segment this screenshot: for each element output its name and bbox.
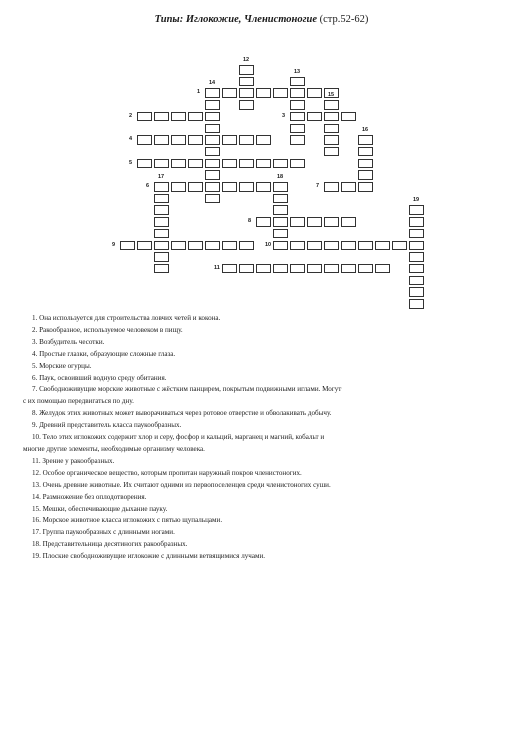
- crossword-cell[interactable]: [154, 205, 169, 215]
- clue-number-label: 1: [197, 89, 201, 96]
- crossword-cell[interactable]: [290, 124, 305, 134]
- crossword-cell[interactable]: [154, 112, 169, 122]
- crossword-cell[interactable]: [154, 241, 169, 251]
- crossword-cell[interactable]: [239, 65, 254, 75]
- crossword-cell[interactable]: [239, 264, 254, 274]
- crossword-cell[interactable]: [307, 264, 322, 274]
- crossword-cell[interactable]: [154, 182, 169, 192]
- clue-item: многие другие элементы, необходимые организму человека.: [23, 444, 205, 453]
- clue-number-label: 15: [328, 92, 335, 99]
- clue-number-label: 6: [146, 183, 150, 189]
- crossword-cell[interactable]: [273, 182, 288, 192]
- clue-number-label: 19: [413, 197, 420, 204]
- crossword-cell[interactable]: [307, 88, 322, 98]
- crossword-cell[interactable]: [154, 252, 169, 262]
- crossword-cell[interactable]: [256, 217, 271, 227]
- crossword-cell[interactable]: [307, 112, 322, 122]
- crossword-cell[interactable]: [137, 159, 152, 169]
- crossword-cell[interactable]: [341, 217, 356, 227]
- crossword-cell[interactable]: [137, 112, 152, 122]
- crossword-cell[interactable]: [290, 241, 305, 251]
- crossword-cell[interactable]: [358, 147, 373, 157]
- crossword-cell[interactable]: [341, 241, 356, 251]
- clue-number-label: 7: [316, 183, 320, 189]
- clue-number-label: 17: [158, 174, 165, 180]
- crossword-cell[interactable]: [154, 229, 169, 239]
- crossword-cell[interactable]: [154, 217, 169, 227]
- crossword-cell[interactable]: [290, 100, 305, 110]
- clue-number-label: 12: [243, 57, 250, 63]
- crossword-cell[interactable]: [120, 241, 135, 251]
- crossword-cell[interactable]: [222, 135, 237, 145]
- crossword-cell[interactable]: [409, 287, 424, 297]
- crossword-cell[interactable]: [205, 135, 220, 145]
- crossword-cell[interactable]: [341, 182, 356, 192]
- crossword-cell[interactable]: [358, 170, 373, 180]
- crossword-cell[interactable]: [239, 159, 254, 169]
- clue-item: 11. Зрение у ракообразных.: [32, 456, 115, 465]
- crossword-cell[interactable]: [307, 217, 322, 227]
- crossword-cell[interactable]: [154, 194, 169, 204]
- crossword-cell[interactable]: [239, 100, 254, 110]
- crossword-cell[interactable]: [171, 182, 186, 192]
- crossword-cell[interactable]: [222, 88, 237, 98]
- clue-item: 2. Ракообразное, используемое человеком в пищу.: [32, 325, 183, 334]
- clue-item: 13. Очень древние животные. Их считают одними из первопоселенцев среди членистоногих суши.: [32, 480, 331, 489]
- crossword-cell[interactable]: [324, 241, 339, 251]
- crossword-cell[interactable]: [273, 159, 288, 169]
- crossword-cell[interactable]: [188, 159, 203, 169]
- crossword-cell[interactable]: [171, 241, 186, 251]
- crossword-cell[interactable]: [188, 241, 203, 251]
- clue-item: 9. Древний представитель класса паукообразных.: [32, 421, 182, 430]
- clue-item: 5. Морские огурцы.: [32, 361, 92, 370]
- crossword-cell[interactable]: [154, 135, 169, 145]
- clue-number-label: 2: [129, 112, 133, 119]
- crossword-cell[interactable]: [239, 241, 254, 251]
- crossword-cell[interactable]: [290, 135, 305, 145]
- crossword-cell[interactable]: [205, 147, 220, 157]
- crossword-cell[interactable]: [256, 159, 271, 169]
- crossword-cell[interactable]: [290, 159, 305, 169]
- crossword-cell[interactable]: [256, 182, 271, 192]
- crossword-cell[interactable]: [324, 124, 339, 134]
- crossword-cell[interactable]: [409, 217, 424, 227]
- crossword-cell[interactable]: [290, 264, 305, 274]
- clue-number-label: 9: [112, 241, 116, 248]
- crossword-cell[interactable]: [205, 100, 220, 110]
- crossword-cell[interactable]: [273, 264, 288, 274]
- clue-item: 1. Она используется для строительства ловчих четей и кокона.: [32, 314, 221, 322]
- crossword-cell[interactable]: [358, 241, 373, 251]
- title-pages: (стр.52-62): [319, 14, 369, 25]
- crossword-cell[interactable]: [409, 229, 424, 239]
- clue-item: 15. Мешки, обеспечивающие дыхание пауку.: [32, 504, 168, 513]
- crossword-cell[interactable]: [188, 112, 203, 122]
- crossword-cell[interactable]: [205, 112, 220, 122]
- crossword-cell[interactable]: [171, 135, 186, 145]
- crossword-cell[interactable]: [171, 159, 186, 169]
- crossword-cell[interactable]: [205, 241, 220, 251]
- crossword-cell[interactable]: [273, 229, 288, 239]
- clue-number-label: 8: [248, 218, 252, 225]
- crossword-cell[interactable]: [222, 264, 237, 274]
- crossword-cell[interactable]: [256, 264, 271, 274]
- crossword-cell[interactable]: [205, 182, 220, 192]
- clue-item: 16. Морское животное класса иглокожих с пятью щупальцами.: [32, 516, 223, 525]
- clue-list: [23, 313, 493, 563]
- clue-item: 6. Паук, освоивший водную среду обитания.: [32, 373, 167, 382]
- crossword-cell[interactable]: [205, 88, 220, 98]
- crossword-cell[interactable]: [409, 276, 424, 286]
- clue-item: 12. Особое органическое вещество, которым пропитан наружный покров членистоногих.: [32, 468, 302, 477]
- clue-item: 18. Представительница десятиногих ракообразных.: [32, 540, 188, 549]
- crossword-cell[interactable]: [154, 159, 169, 169]
- crossword-cell[interactable]: [239, 135, 254, 145]
- crossword-cell[interactable]: [273, 217, 288, 227]
- clue-number-label: 13: [294, 68, 301, 75]
- crossword-cell[interactable]: [273, 205, 288, 215]
- crossword-cell[interactable]: [188, 182, 203, 192]
- clue-number-label: 14: [209, 80, 216, 87]
- crossword-cell[interactable]: [341, 112, 356, 122]
- crossword-cell[interactable]: [205, 194, 220, 204]
- clue-number-label: 11: [214, 264, 220, 271]
- crossword-cell[interactable]: [392, 241, 407, 251]
- clue-number-label: 4: [129, 136, 133, 143]
- crossword-cell[interactable]: [358, 182, 373, 192]
- crossword-cell[interactable]: [137, 135, 152, 145]
- crossword-cell[interactable]: [290, 112, 305, 122]
- crossword-cell[interactable]: [409, 205, 424, 215]
- crossword-cell[interactable]: [324, 100, 339, 110]
- crossword-cell[interactable]: [324, 147, 339, 157]
- crossword-cell[interactable]: [375, 264, 390, 274]
- crossword-cell[interactable]: [154, 264, 169, 274]
- crossword-cell[interactable]: [358, 135, 373, 145]
- crossword-cell[interactable]: [188, 135, 203, 145]
- clue-item: 7. Свободноживущие морские животные с жёстким панцирем, покрытым подвижными иглами. Могут: [32, 385, 342, 394]
- crossword-cell[interactable]: [239, 182, 254, 192]
- crossword-cell[interactable]: [409, 252, 424, 262]
- crossword-cell[interactable]: [290, 77, 305, 87]
- crossword-cell[interactable]: [222, 159, 237, 169]
- crossword-cell[interactable]: [307, 241, 322, 251]
- crossword-cell[interactable]: [409, 299, 424, 309]
- crossword-cell[interactable]: [290, 217, 305, 227]
- clue-item: 17. Группа паукообразных с длинными ногами.: [32, 528, 175, 537]
- crossword-cell[interactable]: [205, 124, 220, 134]
- clue-number-label: 10: [265, 241, 272, 248]
- crossword-cell[interactable]: [239, 88, 254, 98]
- crossword-cell[interactable]: [256, 88, 271, 98]
- clue-number-label: 16: [362, 127, 369, 134]
- crossword-cell[interactable]: [324, 182, 339, 192]
- crossword-cell[interactable]: [375, 241, 390, 251]
- clue-item: 8. Желудок этих животных может выворачиваться через ротовое отверстие и обволакивать добычу.: [32, 409, 332, 418]
- clue-number-label: 3: [282, 112, 286, 119]
- crossword-cell[interactable]: [273, 88, 288, 98]
- clue-number-label: 18: [277, 174, 284, 180]
- crossword-cell[interactable]: [273, 241, 288, 251]
- crossword-cell[interactable]: [324, 112, 339, 122]
- clue-item: 14. Размножение без оплодотворения.: [32, 492, 147, 501]
- clue-item: 19. Плоские свободноживущие иглокожие с длинными ветвящимися лучами.: [32, 552, 266, 561]
- crossword-cell[interactable]: [137, 241, 152, 251]
- crossword-cell[interactable]: [324, 135, 339, 145]
- crossword-grid: [0, 0, 523, 300]
- crossword-cell[interactable]: [358, 159, 373, 169]
- clue-number-label: 5: [129, 159, 133, 166]
- crossword-cell[interactable]: [409, 264, 424, 274]
- crossword-cell[interactable]: [222, 182, 237, 192]
- crossword-cell[interactable]: [205, 159, 220, 169]
- title-main: Типы: Иглокожие, Членистоногие: [154, 14, 318, 25]
- crossword-cell[interactable]: [273, 194, 288, 204]
- crossword-cell[interactable]: [409, 241, 424, 251]
- crossword-cell[interactable]: [239, 77, 254, 87]
- clue-item: с их помощью передвигаться по дну.: [23, 397, 134, 406]
- clue-item: 10. Тело этих иглокожих содержит хлор и серу, фосфор и кальций, марганец и магний, кобальт и: [32, 433, 325, 442]
- crossword-cell[interactable]: [222, 241, 237, 251]
- crossword-cell[interactable]: [256, 135, 271, 145]
- clue-item: 4. Простые глазки, образующие сложные глаза.: [32, 349, 176, 358]
- crossword-cell[interactable]: [324, 217, 339, 227]
- crossword-cell[interactable]: [205, 170, 220, 180]
- crossword-cell[interactable]: [171, 112, 186, 122]
- crossword-cell[interactable]: [324, 264, 339, 274]
- clue-item: 3. Возбудитель чесотки.: [32, 337, 105, 346]
- crossword-cell[interactable]: [290, 88, 305, 98]
- crossword-cell[interactable]: [358, 264, 373, 274]
- crossword-cell[interactable]: [341, 264, 356, 274]
